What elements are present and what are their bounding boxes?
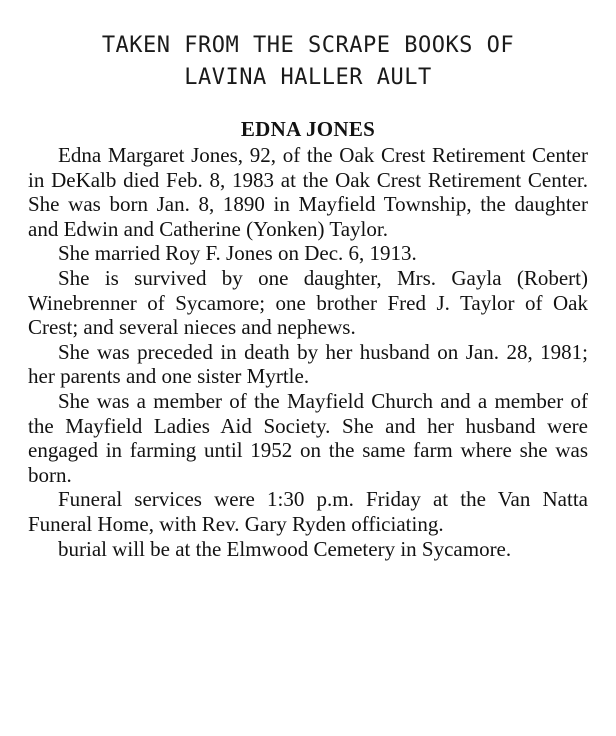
obituary-paragraph-7: burial will be at the Elmwood Cemetery in Sycamore. (58, 536, 512, 561)
header-line-2: LAVINA HALLER AULT (184, 65, 432, 90)
scrapbook-header (0, 30, 616, 94)
obituary-paragraph-6: Funeral services were 1:30 p.m. Friday at the Van Natta Funeral Home, with Rev. Gary Ryden officiating. (28, 487, 588, 536)
obituary-paragraph-4: She was preceded in death by her husband on Jan. 28, 1981; her parents and one sister Myrtle. (28, 339, 588, 389)
obituary-paragraph-5: She was a member of the Mayfield Church and a member of the Mayfield Ladies Aid Society. She and her husband were engaged in farming until 1952 on the same farm where she was born. (28, 388, 588, 487)
obituary-paragraph-1: Edna Margaret Jones, 92, of the Oak Crest Retirement Center in DeKalb died Feb. 8, 1983 at the Oak Crest Retirement Center. She was born Jan. 8, 1890 in Mayfield Township, the daughter and Edwin and Catherine (Yonken) Taylor. (28, 143, 588, 241)
header-line-1: TAKEN FROM THE SCRAPE BOOKS OF (101, 33, 515, 58)
obituary-paragraph-3: She is survived by one daughter, Mrs. Gayla (Robert) Winebrenner of Sycamore; one brother Fred J. Taylor of Oak Crest; and several nieces and nephews. (28, 265, 588, 340)
obituary-paragraph-2: She married Roy F. Jones on Dec. 6, 1913. (58, 241, 417, 266)
obituary-title: EDNA JONES (240, 117, 376, 141)
newspaper-clipping (28, 116, 588, 706)
